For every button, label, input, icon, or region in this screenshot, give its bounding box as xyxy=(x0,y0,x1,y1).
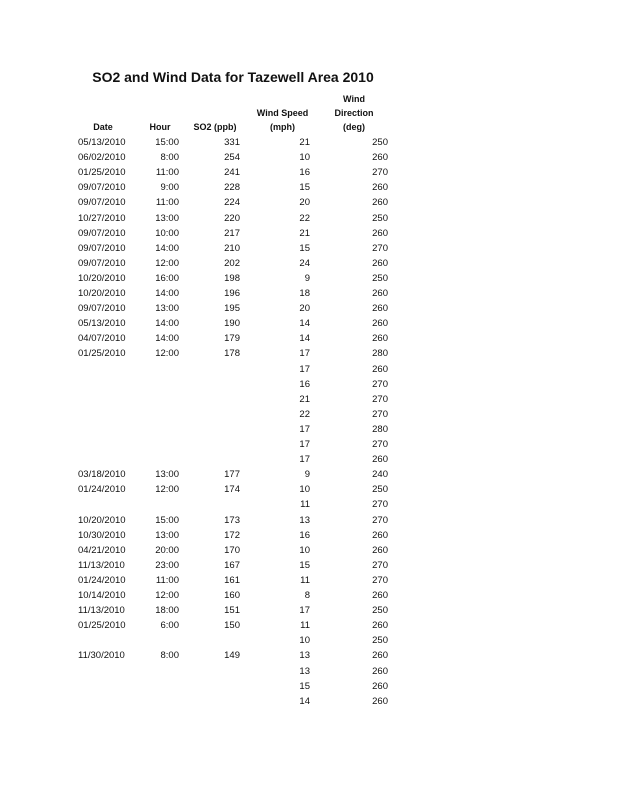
date-cell: 01/24/2010 xyxy=(78,484,126,496)
wind-speed-cell: 21 xyxy=(299,393,310,405)
date-cell: 01/25/2010 xyxy=(78,348,126,360)
hour-cell: 10:00 xyxy=(155,227,179,239)
wind-direction-cell: 260 xyxy=(372,620,388,632)
table-row xyxy=(0,362,618,377)
wind-direction-cell: 260 xyxy=(372,257,388,269)
hour-cell: 11:00 xyxy=(155,167,179,179)
date-cell: 03/18/2010 xyxy=(78,469,126,481)
wind-speed-cell: 10 xyxy=(299,484,310,496)
hour-cell: 18:00 xyxy=(155,605,179,617)
hour-cell: 11:00 xyxy=(155,197,179,209)
table-row xyxy=(0,180,618,195)
wind-direction-cell: 250 xyxy=(372,212,388,224)
hour-cell: 12:00 xyxy=(155,590,179,601)
so2-cell: 151 xyxy=(224,605,240,617)
table-row xyxy=(0,195,618,210)
header-hour: Hour xyxy=(149,122,171,132)
wind-direction-cell: 270 xyxy=(372,439,388,450)
hour-cell: 14:00 xyxy=(155,288,179,299)
wind-direction-cell: 270 xyxy=(372,574,388,586)
table-row xyxy=(0,392,618,407)
wind-speed-cell: 17 xyxy=(299,605,310,617)
table-row xyxy=(0,331,618,346)
wind-direction-cell: 260 xyxy=(372,650,388,662)
date-cell: 09/07/2010 xyxy=(78,242,126,254)
date-cell: 04/07/2010 xyxy=(78,333,126,345)
date-cell: 05/13/2010 xyxy=(78,318,126,330)
date-cell: 09/07/2010 xyxy=(78,197,126,209)
wind-direction-cell: 260 xyxy=(372,695,388,707)
table-row xyxy=(0,135,618,150)
so2-cell: 150 xyxy=(224,620,240,632)
table-row xyxy=(0,377,618,392)
wind-direction-cell: 260 xyxy=(372,680,388,692)
hour-cell: 13:00 xyxy=(155,303,179,315)
wind-direction-cell: 280 xyxy=(372,423,388,435)
wind-speed-cell: 11 xyxy=(300,574,310,586)
table-row xyxy=(0,482,618,497)
wind-direction-cell: 250 xyxy=(372,605,388,617)
wind-direction-cell: 260 xyxy=(372,529,388,541)
table-row xyxy=(0,346,618,361)
wind-direction-cell: 270 xyxy=(372,378,388,390)
table-row xyxy=(0,603,618,618)
so2-cell: 173 xyxy=(224,514,240,526)
table-row xyxy=(0,694,618,709)
hour-cell: 15:00 xyxy=(155,137,179,148)
so2-cell: 177 xyxy=(224,469,240,481)
so2-cell: 198 xyxy=(224,272,240,284)
wind-direction-cell: 270 xyxy=(372,408,388,420)
wind-direction-cell: 250 xyxy=(372,137,388,148)
so2-cell: 167 xyxy=(224,559,240,571)
wind-speed-cell: 17 xyxy=(299,423,310,435)
wind-direction-cell: 270 xyxy=(372,559,388,571)
table-row xyxy=(0,165,618,180)
wind-direction-cell: 270 xyxy=(372,242,388,254)
wind-direction-cell: 250 xyxy=(372,635,388,647)
hour-cell: 12:00 xyxy=(155,484,179,496)
wind-direction-cell: 250 xyxy=(372,484,388,496)
table-row xyxy=(0,226,618,241)
so2-cell: 202 xyxy=(224,257,240,269)
so2-cell: 179 xyxy=(224,333,240,345)
wind-speed-cell: 10 xyxy=(299,635,310,647)
so2-cell: 220 xyxy=(224,212,240,224)
wind-direction-cell: 240 xyxy=(372,469,388,481)
hour-cell: 13:00 xyxy=(155,212,179,224)
date-cell: 05/13/2010 xyxy=(78,137,126,148)
wind-speed-cell: 14 xyxy=(299,333,310,345)
date-cell: 09/07/2010 xyxy=(78,257,126,269)
wind-speed-cell: 20 xyxy=(299,197,310,209)
wind-speed-cell: 21 xyxy=(299,137,310,148)
table-row xyxy=(0,316,618,331)
page-title: SO2 and Wind Data for Tazewell Area 2010 xyxy=(92,69,374,85)
date-cell: 01/25/2010 xyxy=(78,620,126,632)
wind-speed-cell: 17 xyxy=(299,454,310,466)
so2-cell: 217 xyxy=(224,227,240,239)
hour-cell: 12:00 xyxy=(155,348,179,360)
header-date: Date xyxy=(93,122,113,132)
date-cell: 11/13/2010 xyxy=(78,605,125,617)
table-row xyxy=(0,241,618,256)
wind-speed-cell: 8 xyxy=(304,590,310,601)
hour-cell: 23:00 xyxy=(155,559,179,571)
so2-cell: 331 xyxy=(224,137,240,148)
date-cell: 09/07/2010 xyxy=(78,182,126,194)
wind-speed-cell: 15 xyxy=(299,182,310,194)
table-row xyxy=(0,588,618,603)
hour-cell: 14:00 xyxy=(155,333,179,345)
wind-speed-cell: 18 xyxy=(299,288,310,299)
table-row xyxy=(0,633,618,648)
wind-direction-cell: 260 xyxy=(372,227,388,239)
hour-cell: 8:00 xyxy=(160,650,179,662)
date-cell: 01/24/2010 xyxy=(78,574,126,586)
so2-cell: 172 xyxy=(224,529,240,541)
wind-direction-cell: 260 xyxy=(372,318,388,330)
wind-direction-cell: 260 xyxy=(372,288,388,299)
wind-speed-cell: 13 xyxy=(299,514,310,526)
wind-speed-cell: 24 xyxy=(299,257,310,269)
wind-direction-cell: 270 xyxy=(372,167,388,179)
table-row xyxy=(0,664,618,679)
wind-speed-cell: 15 xyxy=(299,559,310,571)
wind-speed-cell: 20 xyxy=(299,303,310,315)
table-row xyxy=(0,422,618,437)
wind-direction-cell: 260 xyxy=(372,665,388,677)
hour-cell: 9:00 xyxy=(160,182,179,194)
wind-direction-cell: 280 xyxy=(372,348,388,360)
so2-cell: 161 xyxy=(224,574,240,586)
hour-cell: 12:00 xyxy=(155,257,179,269)
hour-cell: 13:00 xyxy=(155,529,179,541)
wind-speed-cell: 9 xyxy=(304,272,310,284)
wind-direction-cell: 260 xyxy=(372,590,388,601)
wind-direction-cell: 260 xyxy=(372,363,388,375)
wind-speed-cell: 15 xyxy=(299,680,310,692)
so2-cell: 170 xyxy=(224,544,240,556)
hour-cell: 6:00 xyxy=(160,620,179,632)
date-cell: 01/25/2010 xyxy=(78,167,126,179)
hour-cell: 8:00 xyxy=(160,152,179,164)
hour-cell: 16:00 xyxy=(155,272,179,284)
table-row xyxy=(0,513,618,528)
table-row xyxy=(0,150,618,165)
hour-cell: 14:00 xyxy=(155,242,179,254)
table-row xyxy=(0,256,618,271)
wind-speed-cell: 16 xyxy=(299,529,310,541)
date-cell: 10/20/2010 xyxy=(78,514,126,526)
wind-speed-cell: 22 xyxy=(299,212,310,224)
table-row xyxy=(0,452,618,467)
hour-cell: 14:00 xyxy=(155,318,179,330)
wind-direction-cell: 260 xyxy=(372,544,388,556)
date-cell: 11/13/2010 xyxy=(78,559,125,571)
wind-speed-cell: 14 xyxy=(299,318,310,330)
so2-cell: 196 xyxy=(224,288,240,299)
table-row xyxy=(0,543,618,558)
wind-speed-cell: 10 xyxy=(299,544,310,556)
wind-speed-cell: 17 xyxy=(299,348,310,360)
hour-cell: 20:00 xyxy=(155,544,179,556)
header-so2: SO2 (ppb) xyxy=(193,122,237,132)
wind-speed-cell: 21 xyxy=(299,227,310,239)
wind-speed-cell: 11 xyxy=(300,620,310,632)
wind-direction-cell: 260 xyxy=(372,197,388,209)
header-wind-speed: Wind Speed (mph) xyxy=(256,108,309,132)
wind-direction-cell: 260 xyxy=(372,182,388,194)
so2-cell: 190 xyxy=(224,318,240,330)
so2-cell: 149 xyxy=(224,650,240,662)
wind-speed-cell: 15 xyxy=(299,242,310,254)
so2-cell: 254 xyxy=(224,152,240,164)
wind-direction-cell: 250 xyxy=(372,272,388,284)
wind-direction-cell: 260 xyxy=(372,454,388,466)
so2-cell: 174 xyxy=(224,484,240,496)
table-row xyxy=(0,211,618,226)
wind-speed-cell: 10 xyxy=(299,152,310,164)
wind-direction-cell: 260 xyxy=(372,303,388,315)
wind-speed-cell: 11 xyxy=(300,499,310,511)
hour-cell: 11:00 xyxy=(155,574,179,586)
table-row xyxy=(0,286,618,301)
wind-speed-cell: 9 xyxy=(304,469,310,481)
hour-cell: 13:00 xyxy=(155,469,179,481)
wind-speed-cell: 22 xyxy=(299,408,310,420)
wind-speed-cell: 16 xyxy=(299,167,310,179)
wind-direction-cell: 260 xyxy=(372,152,388,164)
wind-speed-cell: 13 xyxy=(299,665,310,677)
table-row xyxy=(0,437,618,452)
table-row xyxy=(0,467,618,482)
table-row xyxy=(0,301,618,316)
date-cell: 10/27/2010 xyxy=(78,212,126,224)
table-row xyxy=(0,528,618,543)
date-cell: 10/30/2010 xyxy=(78,529,126,541)
wind-speed-cell: 14 xyxy=(299,695,310,707)
table-row xyxy=(0,648,618,663)
table-row xyxy=(0,679,618,694)
table-row xyxy=(0,271,618,286)
table-row xyxy=(0,618,618,633)
header-wind-direction: Wind Direction (deg) xyxy=(334,94,374,132)
table-row xyxy=(0,497,618,512)
so2-cell: 195 xyxy=(224,303,240,315)
so2-cell: 178 xyxy=(224,348,240,360)
table-row xyxy=(0,573,618,588)
so2-cell: 241 xyxy=(224,167,240,179)
wind-speed-cell: 17 xyxy=(299,439,310,450)
table-row xyxy=(0,407,618,422)
date-cell: 10/14/2010 xyxy=(78,590,126,601)
wind-speed-cell: 13 xyxy=(299,650,310,662)
table-row xyxy=(0,558,618,573)
so2-cell: 228 xyxy=(224,182,240,194)
wind-direction-cell: 270 xyxy=(372,514,388,526)
wind-speed-cell: 16 xyxy=(299,378,310,390)
date-cell: 10/20/2010 xyxy=(78,272,126,284)
date-cell: 11/30/2010 xyxy=(78,650,125,662)
date-cell: 04/21/2010 xyxy=(78,544,126,556)
date-cell: 09/07/2010 xyxy=(78,227,126,239)
date-cell: 10/20/2010 xyxy=(78,288,126,299)
so2-cell: 160 xyxy=(224,590,240,601)
wind-direction-cell: 260 xyxy=(372,333,388,345)
wind-speed-cell: 17 xyxy=(299,363,310,375)
hour-cell: 15:00 xyxy=(155,514,179,526)
so2-cell: 224 xyxy=(224,197,240,209)
so2-cell: 210 xyxy=(224,242,240,254)
date-cell: 09/07/2010 xyxy=(78,303,126,315)
wind-direction-cell: 270 xyxy=(372,499,388,511)
wind-direction-cell: 270 xyxy=(372,393,388,405)
date-cell: 06/02/2010 xyxy=(78,152,126,164)
